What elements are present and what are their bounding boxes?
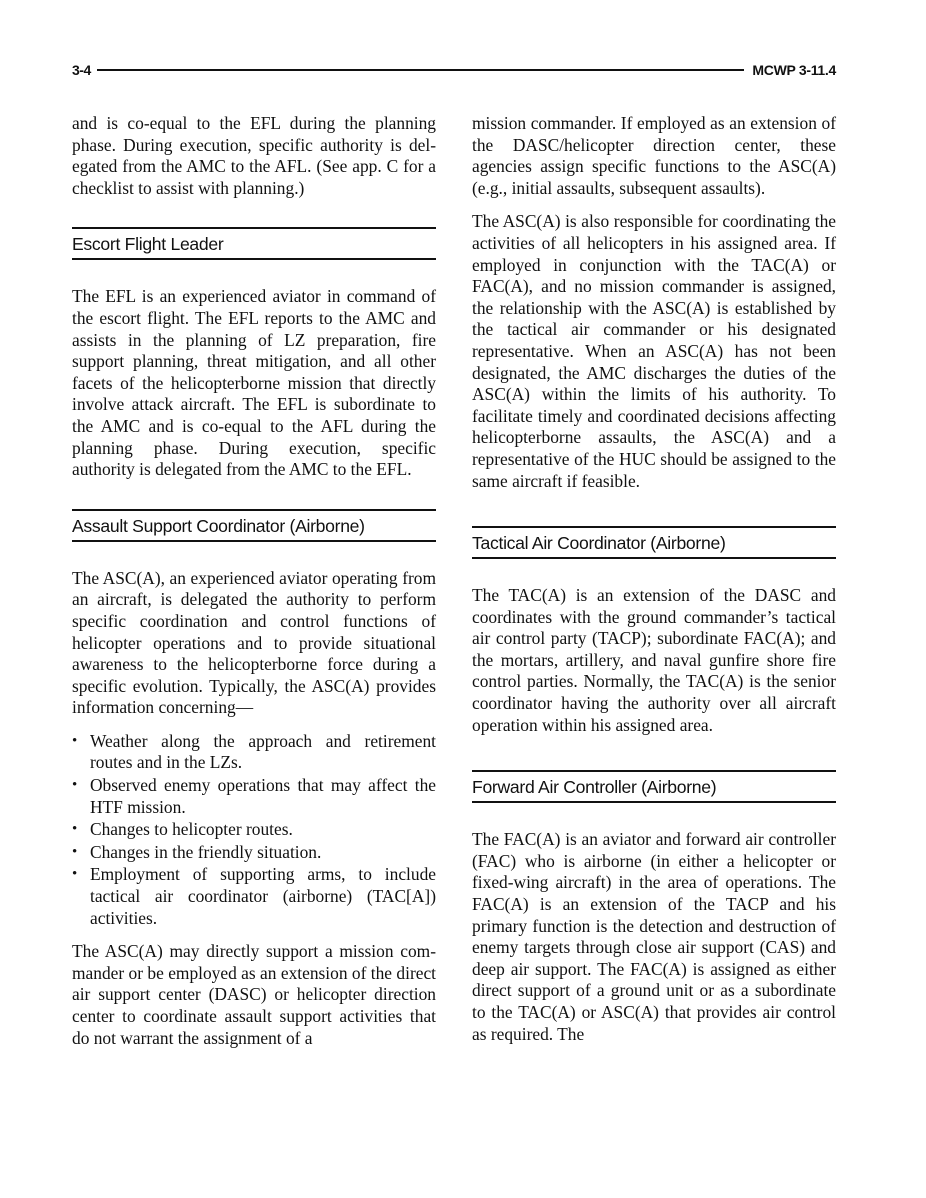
header-rule xyxy=(97,69,745,71)
intro-paragraph: and is co-equal to the EFL during the planning phase. During execution, specific authority is delegated from the AMC to the AFL. (See app. C for a checklist to assist with planning.) xyxy=(72,113,436,198)
asc-intro-paragraph: The ASC(A), an experienced aviator operating from an aircraft, is delegated the authority to perform specific coordination and control functions of helicopter operations and to provide situational awareness to the helicopterborne force during a specific evolution. Typically, the ASC(A) provides information concerning— xyxy=(72,567,436,718)
fac-paragraph: The FAC(A) is an aviator and forward air controller (FAC) who is airborne (in either a helicopter or fixed-wing aircraft) in the area of operations. The FAC(A) is an extension of the TACP and his primary function is the detection and destruction of enemy targets through close air support (CAS) and deep air support. The FAC(A) is assigned as either direct support of a ground unit or as a subordinate to the TAC(A) or ASC(A) that provides air control as required. The xyxy=(472,829,836,1044)
section-heading-assault-support-coordinator: Assault Support Coordinator (Airborne) xyxy=(72,509,436,542)
list-item: • Changes to helicopter routes. xyxy=(72,819,293,840)
running-header xyxy=(72,60,836,80)
section-heading-forward-air-controller: Forward Air Controller (Airborne) xyxy=(472,770,836,803)
bullet-icon: • xyxy=(72,777,78,794)
list-item: • Changes in the friendly situation. xyxy=(72,841,322,862)
bullet-icon: • xyxy=(72,732,78,749)
list-item: • Weather along the approach and retirement routes and in the LZs. xyxy=(72,730,436,773)
page-number: 3-4 xyxy=(72,62,91,78)
list-item: • Employment of supporting arms, to include tactical air coordinator (airborne) (TAC[A]) activities. xyxy=(72,864,436,928)
right-column xyxy=(472,113,836,1057)
bullet-icon: • xyxy=(72,821,78,838)
asc-closing-paragraph: The ASC(A) may directly support a mission commander or be employed as an extension of the direct air support center (DASC) or helicopter direction center to coordinate assault support activities that do not warrant the assignment of a xyxy=(72,941,436,1048)
section-heading-escort-flight-leader: Escort Flight Leader xyxy=(72,227,436,260)
tac-paragraph: The TAC(A) is an extension of the DASC and coordinates with the ground commander’s tactical air control party (TACP); subordinate FAC(A); and the mortars, artillery, and naval gunfire shore fire control parties. Normally, the TAC(A) is the senior coordinator having the authority over all aircraft operation within his assigned area. xyxy=(472,585,836,735)
continuation-paragraph: mission commander. If employed as an extension of the DASC/helicopter direction center, these agencies assign specific functions to the ASC(A) (e.g., initial assaults, subsequent assaults). xyxy=(472,113,836,198)
left-column xyxy=(72,113,436,1061)
asc-responsibility-paragraph: The ASC(A) is also responsible for coordinating the activities of all helicopters in his assigned area. If employed in conjunction with the TAC(A) or FAC(A), and no mission commander is assigned, the relationship with the ASC(A) is established by the tactical air commander or his designated representative. When an ASC(A) has not been designated, the AMC discharges the duties of the ASC(A) within the limits of his authority. To facilitate timely and coordinated decisions affecting helicopterborne assaults, the ASC(A) and a representative of the HUC should be assigned to the same aircraft if feasible. xyxy=(472,211,836,491)
list-item: • Observed enemy operations that may affect the HTF mission. xyxy=(72,775,436,817)
bullet-icon: • xyxy=(72,843,78,860)
asc-information-list xyxy=(72,731,436,929)
document-id: MCWP 3-11.4 xyxy=(752,62,836,78)
bullet-icon: • xyxy=(72,866,78,883)
escort-flight-leader-paragraph: The EFL is an experienced aviator in command of the escort flight. The EFL reports to the AMC and assists in the planning of LZ preparation, fire support planning, threat mitigation, and all other facets of the helicopterborne mission that directly involve attack aircraft. The EFL is subordinate to the AMC and is co-equal to the AFL during the planning phase. During execution, specific authority is delegated from the AMC to the EFL. xyxy=(72,286,436,480)
section-heading-tactical-air-coordinator: Tactical Air Coordinator (Airborne) xyxy=(472,526,836,559)
